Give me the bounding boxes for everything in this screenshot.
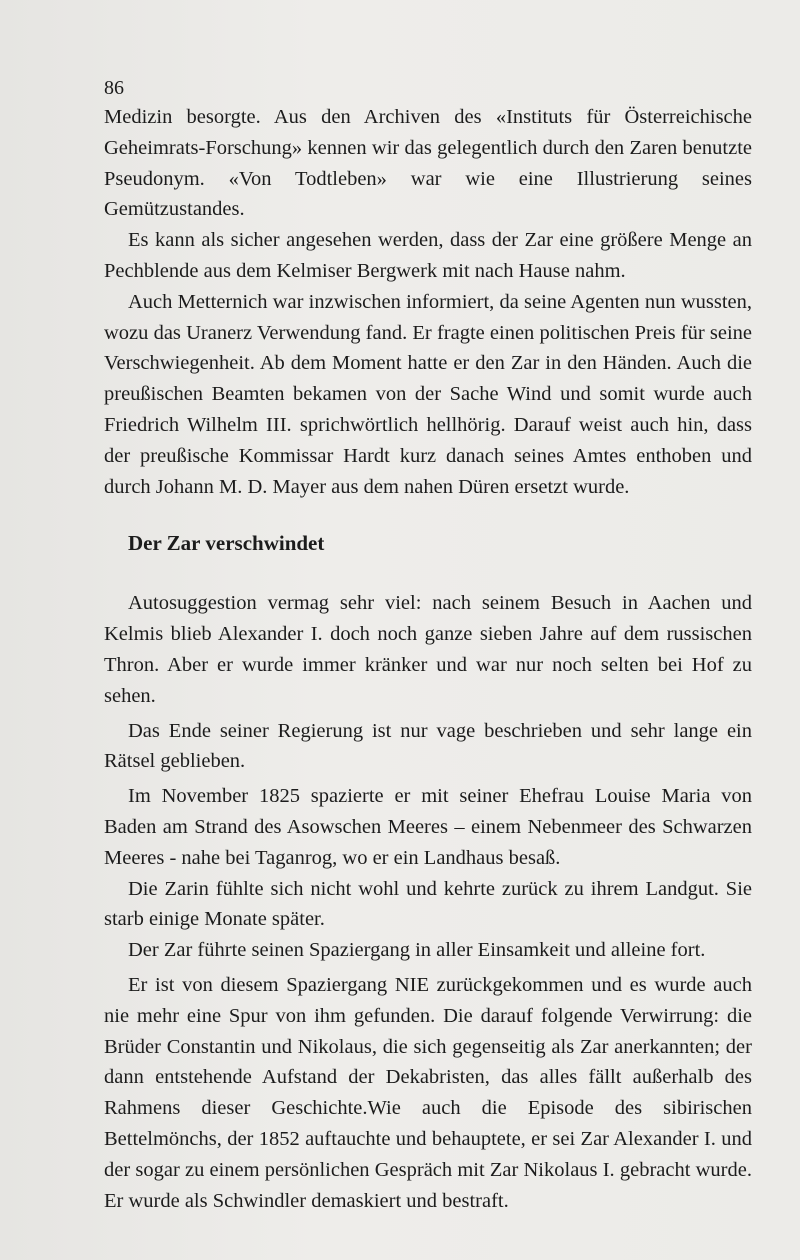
paragraph: Autosuggestion vermag sehr viel: nach seinem Besuch in Aachen und Kelmis blieb Alexander I. doch noch ganze sieben Jahre auf dem russischen Thron. Aber er wurde immer kränker und war nur noch selten bei Hof zu sehen. (104, 592, 752, 707)
page-number: 86 (104, 77, 124, 99)
paragraph: Er ist von diesem Spaziergang NIE zurückgekommen und es wurde auch nie mehr eine Spur von ihm gefunden. Die darauf folgende Verwirrung: die Brüder Constantin und Nikolaus, die sich gegenseitig als Zar anerkannten; der dann entstehende Aufstand der Dekabristen, das alles fällt außerhalb des Rahmens dieser Geschichte.Wie auch die Episode des sibirischen Bettelmönchs, der 1852 auftauchte und behauptete, er sei Zar Alexander I. und der sogar zu einem persönlichen Gespräch mit Zar Nikolaus I. gebracht wurde. Er wurde als Schwindler demaskiert und bestraft. (104, 973, 752, 1212)
text-block (104, 74, 752, 1216)
paragraph: Es kann als sicher angesehen werden, dass der Zar eine größere Menge an Pechblende aus dem Kelmiser Bergwerk mit nach Hause nahm. (104, 229, 752, 282)
paragraph: Medizin besorgte. Aus den Archiven des «Instituts für Österreichische Geheimrats-Forschung» kennen wir das gelegentlich durch den Zaren benutzte Pseudonym. «Von Todtleben» war wie eine Illustrierung seines Gemützustandes. (104, 106, 752, 221)
section-heading: Der Zar verschwindet (128, 531, 325, 556)
paragraph: Im November 1825 spazierte er mit seiner Ehefrau Louise Maria von Baden am Strand des Asowschen Meeres – einem Nebenmeer des Schwarzen Meeres - nahe bei Taganrog, wo er ein Landhaus besaß. (104, 785, 752, 869)
paragraph: Das Ende seiner Regierung ist nur vage beschrieben und sehr lange ein Rätsel geblieben. (104, 719, 752, 773)
paragraph: Der Zar führte seinen Spaziergang in aller Einsamkeit und alleine fort. (128, 939, 706, 962)
paragraph: Die Zarin fühlte sich nicht wohl und kehrte zurück zu ihrem Landgut. Sie starb einige Monate später. (104, 877, 752, 931)
paragraph: Auch Metternich war inzwischen informiert, da seine Agenten nun wussten, wozu das Uranerz Verwendung fand. Er fragte einen politischen Preis für seine Verschwiegenheit. Ab dem Moment hatte er den Zar in den Händen. Auch die preußischen Beamten bekamen von der Sache Wind und somit wurde auch Friedrich Wilhelm III. sprichwörtlich hellhörig. Darauf weist auch hin, dass der preußische Kommissar Hardt kurz danach seines Amtes enthoben und durch Johann M. D. Mayer aus dem nahen Düren ersetzt wurde. (104, 290, 752, 498)
